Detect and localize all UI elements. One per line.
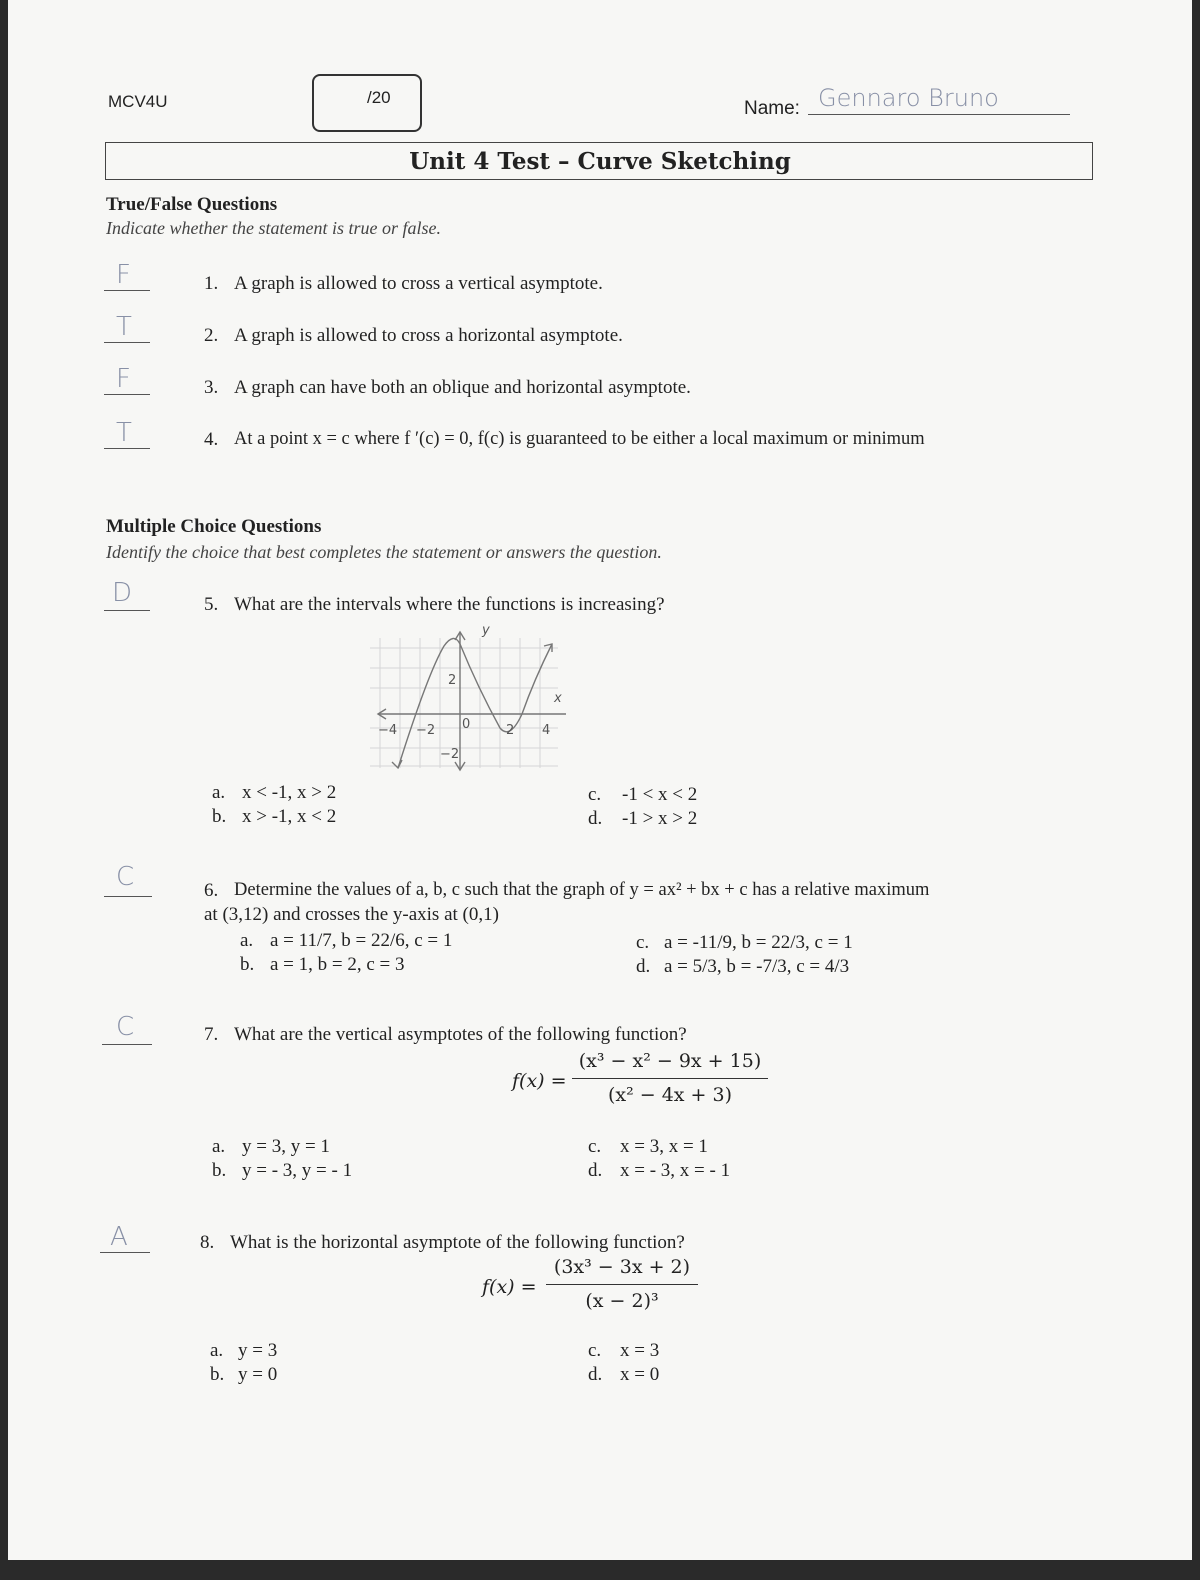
course-code: MCV4U	[108, 92, 168, 111]
answer-handwritten: A	[110, 1222, 128, 1252]
option-b: y = 0	[238, 1364, 278, 1385]
function-label: f(x) =	[482, 1276, 537, 1298]
option-label: b.	[240, 954, 255, 975]
fraction-bar	[572, 1078, 768, 1079]
option-label: c.	[588, 784, 602, 805]
answer-line	[104, 342, 150, 343]
numerator: (x³ − x² − 9x + 15)	[578, 1050, 762, 1072]
mc-instructions: Identify the choice that best completes the statement or answers the question.	[106, 542, 662, 562]
score-label: /20	[367, 88, 391, 107]
function-graph	[358, 618, 588, 778]
answer-line	[104, 610, 150, 611]
graph-origin-label: 0	[462, 717, 471, 732]
student-name: Gennaro Bruno	[818, 84, 999, 112]
question-number: 7.	[204, 1024, 219, 1045]
option-label: c.	[588, 1340, 602, 1361]
option-label: b.	[212, 1160, 227, 1181]
answer-handwritten: T	[116, 312, 132, 342]
option-label: b.	[212, 806, 227, 827]
question-number: 5.	[204, 594, 219, 615]
answer-line	[104, 896, 152, 897]
option-c: x = 3	[620, 1340, 660, 1361]
answer-line	[104, 448, 150, 449]
option-label: c.	[636, 932, 650, 953]
option-label: d.	[588, 1160, 603, 1181]
mc-heading: Multiple Choice Questions	[106, 516, 322, 537]
option-label: c.	[588, 1136, 602, 1157]
graph-tick-label: 4	[542, 723, 551, 738]
option-c: -1 < x < 2	[622, 784, 698, 805]
graph-tick-label: −4	[378, 723, 398, 738]
tf-heading: True/False Questions	[106, 194, 278, 215]
graph-tick-label: 2	[448, 673, 457, 688]
question-number: 2.	[204, 325, 219, 346]
option-d: -1 > x > 2	[622, 808, 698, 829]
answer-handwritten: C	[116, 1012, 135, 1042]
test-page	[8, 0, 1192, 1560]
option-label: a.	[212, 1136, 226, 1157]
denominator: (x − 2)³	[585, 1290, 659, 1312]
option-a: y = 3, y = 1	[242, 1136, 330, 1157]
option-b: x > -1, x < 2	[242, 806, 337, 827]
option-c: a = -11/9, b = 22/3, c = 1	[664, 932, 853, 953]
option-d: x = - 3, x = - 1	[620, 1160, 731, 1181]
name-label: Name:	[744, 98, 800, 119]
question-text: At a point x = c where f ′(c) = 0, f(c) is guaranteed to be either a local maximum or minimum	[234, 429, 925, 449]
question-number: 3.	[204, 377, 219, 398]
question-text: A graph is allowed to cross a horizontal asymptote.	[234, 325, 623, 346]
question-text: Determine the values of a, b, c such that the graph of y = ax² + bx + c has a relative maximum	[234, 880, 930, 900]
answer-line	[102, 1044, 152, 1045]
graph-tick-label: −2	[416, 723, 436, 738]
option-d: a = 5/3, b = -7/3, c = 4/3	[664, 956, 850, 977]
option-b: y = - 3, y = - 1	[242, 1160, 353, 1181]
option-label: d.	[588, 808, 603, 829]
question-number: 1.	[204, 273, 219, 294]
answer-handwritten: T	[116, 418, 132, 448]
question-text: What is the horizontal asymptote of the following function?	[230, 1232, 685, 1253]
option-label: a.	[240, 930, 254, 951]
answer-line	[104, 290, 150, 291]
option-label: a.	[210, 1340, 224, 1361]
answer-handwritten: F	[116, 260, 131, 290]
answer-line	[100, 1252, 150, 1253]
option-a: y = 3	[238, 1340, 278, 1361]
question-text: A graph is allowed to cross a vertical asymptote.	[234, 273, 603, 294]
curve	[398, 638, 552, 768]
option-label: d.	[588, 1364, 603, 1385]
answer-line	[104, 394, 150, 395]
fraction-bar	[546, 1284, 698, 1285]
answer-handwritten: F	[116, 364, 131, 394]
numerator: (3x³ − 3x + 2)	[553, 1256, 691, 1278]
name-line	[808, 114, 1070, 115]
question-text: What are the vertical asymptotes of the following function?	[234, 1024, 687, 1045]
option-c: x = 3, x = 1	[620, 1136, 708, 1157]
denominator: (x² − 4x + 3)	[607, 1084, 733, 1106]
option-b: a = 1, b = 2, c = 3	[270, 954, 405, 975]
answer-handwritten: D	[112, 578, 133, 608]
graph-tick-label: 2	[506, 723, 515, 738]
option-label: b.	[210, 1364, 225, 1385]
tf-instructions: Indicate whether the statement is true or false.	[106, 218, 441, 238]
question-text: What are the intervals where the functions is increasing?	[234, 594, 665, 615]
graph-x-label: x	[554, 691, 562, 706]
graph-y-label: y	[482, 623, 490, 638]
graph-tick-label: −2	[440, 747, 460, 762]
option-a: a = 11/7, b = 22/6, c = 1	[270, 930, 453, 951]
question-number: 4.	[204, 429, 219, 450]
function-label: f(x) =	[512, 1070, 567, 1092]
answer-handwritten: C	[116, 862, 135, 892]
question-text: A graph can have both an oblique and horizontal asymptote.	[234, 377, 691, 398]
option-label: d.	[636, 956, 651, 977]
question-text-continued: at (3,12) and crosses the y-axis at (0,1)	[204, 904, 499, 925]
option-d: x = 0	[620, 1364, 660, 1385]
option-a: x < -1, x > 2	[242, 782, 337, 803]
option-label: a.	[212, 782, 226, 803]
question-number: 8.	[200, 1232, 215, 1253]
test-title: Unit 4 Test – Curve Sketching	[409, 148, 791, 175]
question-number: 6.	[204, 880, 219, 901]
